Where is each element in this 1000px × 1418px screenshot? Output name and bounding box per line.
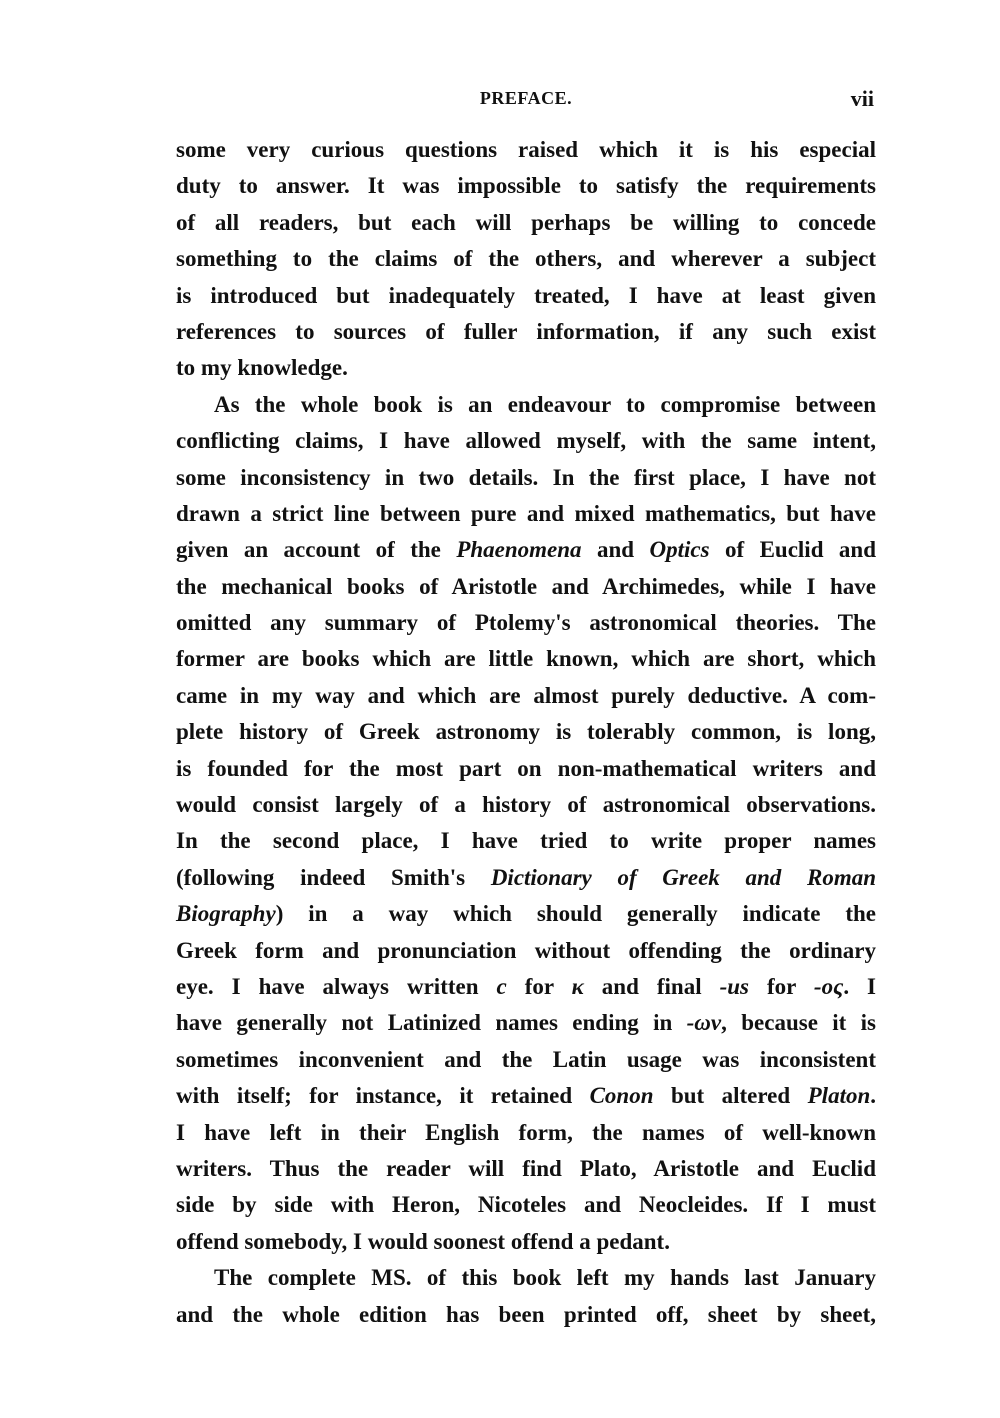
paragraph-2 bbox=[176, 387, 876, 1260]
text-line: conflicting claims, I have allowed myself, with the same intent, bbox=[176, 428, 876, 454]
text-line: have generally not Latinized names ending in -ων, because it is bbox=[176, 1010, 876, 1036]
text-line: the mechanical books of Aristotle and Archimedes, while I have bbox=[176, 573, 876, 599]
paragraph-1 bbox=[176, 132, 876, 387]
text-line: side by side with Heron, Nicoteles and Neocleides. If I must bbox=[176, 1192, 876, 1218]
text-line: former are books which are little known, which are short, which bbox=[176, 646, 876, 672]
text-line: and the whole edition has been printed off, sheet by sheet, bbox=[176, 1301, 876, 1327]
text-line: of all readers, but each will perhaps be willing to concede bbox=[176, 209, 876, 235]
text-line: is founded for the most part on non-mathematical writers and bbox=[176, 755, 876, 781]
text-line: writers. Thus the reader will find Plato, Aristotle and Euclid bbox=[176, 1155, 876, 1181]
text-line: would consist largely of a history of astronomical observations. bbox=[176, 792, 876, 818]
text-line: The complete MS. of this book left my hands last January bbox=[214, 1265, 876, 1291]
text-line: In the second place, I have tried to write proper names bbox=[176, 828, 876, 854]
text-line: some very curious questions raised which it is his especial bbox=[176, 137, 876, 162]
running-title: PREFACE. bbox=[479, 88, 573, 108]
text-line: sometimes inconvenient and the Latin usage was inconsistent bbox=[176, 1046, 876, 1072]
text-line: to my knowledge. bbox=[176, 355, 348, 381]
text-line: some inconsistency in two details. In the first place, I have not bbox=[176, 464, 876, 490]
text-line: As the whole book is an endeavour to compromise between bbox=[214, 391, 876, 417]
page-header bbox=[176, 88, 876, 118]
text-line: I have left in their English form, the names of well-known bbox=[176, 1119, 876, 1145]
text-line: offend somebody, I would soonest offend a pedant. bbox=[176, 1228, 670, 1254]
text-line: came in my way and which are almost purely deductive. A com- bbox=[176, 682, 876, 708]
text-line: plete history of Greek astronomy is tolerably common, is long, bbox=[176, 719, 876, 745]
text-line: (following indeed Smith's Dictionary of Greek and Roman bbox=[176, 864, 876, 890]
text-line: duty to answer. It was impossible to satisfy the requirements bbox=[176, 173, 876, 199]
text-line: omitted any summary of Ptolemy's astronomical theories. The bbox=[176, 610, 876, 636]
text-line: something to the claims of the others, and wherever a subject bbox=[176, 246, 876, 272]
text-line: drawn a strict line between pure and mixed mathematics, but have bbox=[176, 500, 876, 526]
page-number: vii bbox=[850, 86, 874, 111]
text-line: with itself; for instance, it retained Conon but altered Platon. bbox=[176, 1083, 876, 1109]
text-line: eye. I have always written c for κ and final -us for -ος. I bbox=[176, 973, 877, 999]
text-line: references to sources of fuller information, if any such exist bbox=[176, 318, 876, 344]
preface-body bbox=[176, 132, 876, 1333]
text-line: is introduced but inadequately treated, I have at least given bbox=[176, 282, 876, 308]
text-line: Greek form and pronunciation without offending the ordinary bbox=[176, 937, 876, 963]
paragraph-3 bbox=[176, 1260, 876, 1333]
text-line: Biography) in a way which should generally indicate the bbox=[176, 901, 876, 927]
text-line: given an account of the Phaenomena and Optics of Euclid and bbox=[176, 537, 877, 563]
